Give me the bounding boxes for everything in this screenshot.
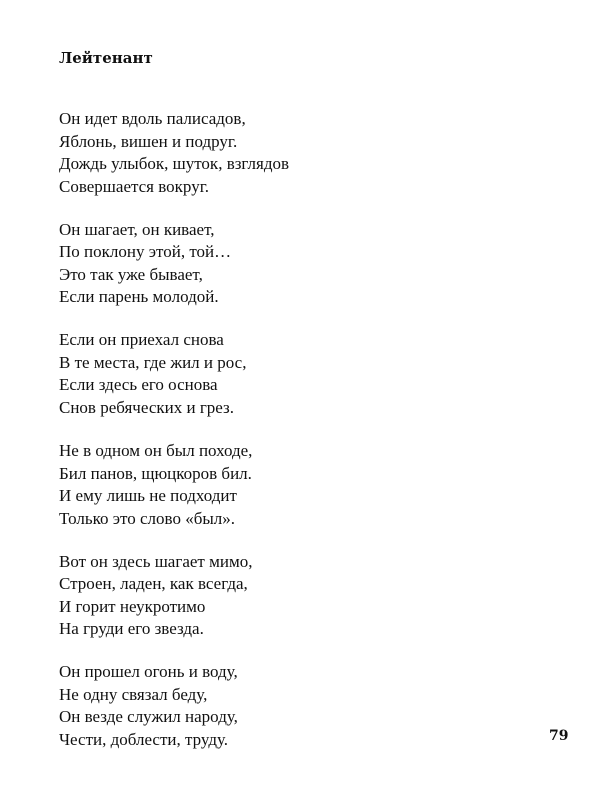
stanza-1: [59, 108, 559, 198]
poem-line: Он идет вдоль палисадов,: [59, 109, 246, 128]
poem-line: Не в одном он был походе,: [59, 441, 253, 461]
stanza-3: [59, 329, 559, 419]
stanza-5: [59, 551, 559, 641]
poem-line: Бил панов, щюцкоров бил.: [59, 463, 252, 483]
stanza-2: [59, 219, 559, 309]
stanza-4: [59, 440, 559, 530]
poem-line: Если парень молодой.: [59, 287, 219, 307]
stanza-6: [59, 661, 559, 751]
poem-line: Если он приехал снова: [59, 330, 224, 350]
poem-line: Снов ребяческих и грез.: [59, 397, 235, 417]
poem-line: Это так уже бывает,: [59, 264, 203, 284]
poem-line: Яблонь, вишен и подруг.: [59, 131, 238, 151]
poem-body: [59, 108, 559, 772]
poem-line: Дождь улыбок, шуток, взглядов: [59, 154, 290, 173]
poem-line: В те места, где жил и рос,: [59, 352, 247, 372]
poem-line: Он шагает, он кивает,: [59, 219, 215, 239]
poem-line: Не одну связал беду,: [59, 684, 208, 704]
poem-line: Вот он здесь шагает мимо,: [59, 551, 253, 571]
poem-line: По поклону этой, той…: [59, 242, 232, 262]
poem-line: Строен, ладен, как всегда,: [59, 574, 248, 594]
poem-line: Он везде служил народу,: [59, 707, 238, 727]
poem-line: Только это слово «был».: [59, 508, 236, 528]
poem-line: И ему лишь не подходит: [59, 486, 237, 506]
poem-line: Чести, доблести, труду.: [59, 729, 229, 749]
poem-line: Совершается вокруг.: [59, 176, 209, 196]
poem-line: На груди его звезда.: [59, 619, 204, 639]
poem-line: Он прошел огонь и воду,: [59, 662, 238, 682]
page-number: 79: [549, 728, 569, 744]
poem-title: Лейтенант: [59, 49, 153, 67]
poem-line: И горит неукротимо: [59, 596, 206, 616]
poem-line: Если здесь его основа: [59, 375, 218, 395]
